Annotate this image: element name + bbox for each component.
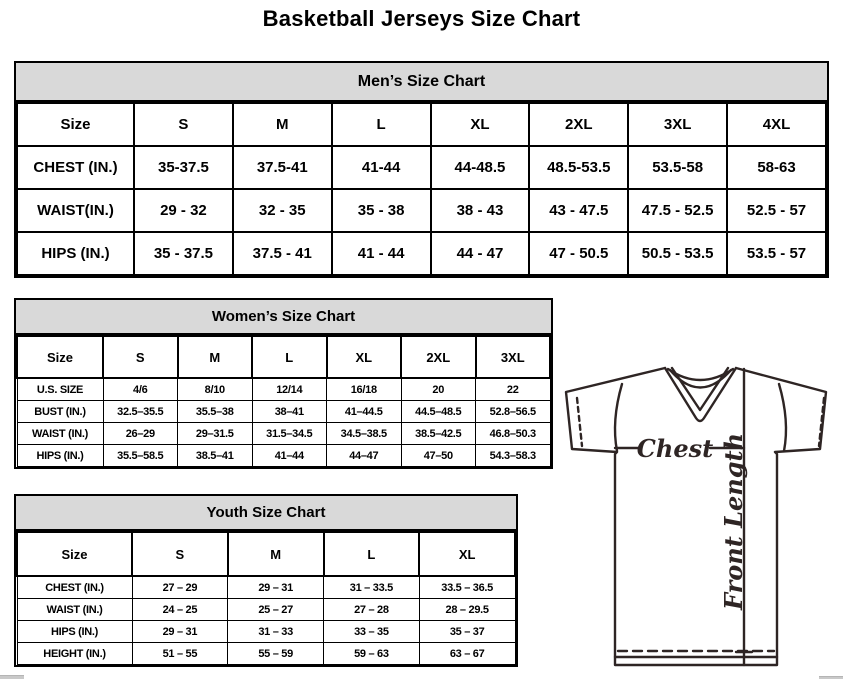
- size-value-cell: 38.5–42.5: [401, 423, 476, 445]
- column-header: XL: [431, 103, 530, 146]
- table-row: [17, 445, 550, 467]
- column-header: 4XL: [727, 103, 826, 146]
- youth-chart-title: Youth Size Chart: [16, 496, 516, 531]
- size-value-cell: 41–44.5: [327, 401, 402, 423]
- womens-size-table: [16, 335, 551, 467]
- size-value-cell: 31 – 33: [228, 621, 324, 643]
- mens-size-chart: [14, 61, 829, 278]
- size-value-cell: 27 – 28: [324, 599, 420, 621]
- table-row: [17, 599, 515, 621]
- size-value-cell: 29 - 32: [134, 189, 233, 232]
- size-value-cell: 37.5 - 41: [233, 232, 332, 275]
- size-value-cell: 22: [476, 378, 551, 401]
- size-value-cell: 44.5–48.5: [401, 401, 476, 423]
- header-row: [17, 336, 550, 378]
- horizontal-scrollbar-fragment-left[interactable]: [0, 675, 24, 679]
- row-label: BUST (IN.): [17, 401, 103, 423]
- header-row: [17, 103, 826, 146]
- column-header: L: [324, 532, 420, 576]
- size-value-cell: 29–31.5: [178, 423, 253, 445]
- table-row: [17, 423, 550, 445]
- column-header: L: [332, 103, 431, 146]
- size-value-cell: 53.5 - 57: [727, 232, 826, 275]
- size-column-header: Size: [17, 336, 103, 378]
- row-label: HIPS (IN.): [17, 232, 134, 275]
- size-value-cell: 32.5–35.5: [103, 401, 178, 423]
- column-header: M: [228, 532, 324, 576]
- jersey-armhole-right: [779, 384, 786, 451]
- jersey-outline: [566, 368, 826, 665]
- size-value-cell: 31.5–34.5: [252, 423, 327, 445]
- row-label: HIPS (IN.): [17, 445, 103, 467]
- column-header: S: [132, 532, 228, 576]
- size-value-cell: 20: [401, 378, 476, 401]
- size-value-cell: 47.5 - 52.5: [628, 189, 727, 232]
- jersey-armhole-left: [615, 384, 622, 451]
- size-column-header: Size: [17, 103, 134, 146]
- table-row: [17, 576, 515, 599]
- table-row: [17, 621, 515, 643]
- mens-size-table: [16, 102, 827, 276]
- column-header: S: [103, 336, 178, 378]
- size-value-cell: 41-44: [332, 146, 431, 189]
- size-value-cell: 48.5-53.5: [529, 146, 628, 189]
- page-title: Basketball Jerseys Size Chart: [262, 6, 581, 31]
- size-value-cell: 44 - 47: [431, 232, 530, 275]
- row-label: WAIST(IN.): [17, 189, 134, 232]
- size-value-cell: 47–50: [401, 445, 476, 467]
- size-value-cell: 55 – 59: [228, 643, 324, 665]
- size-value-cell: 28 – 29.5: [419, 599, 515, 621]
- size-value-cell: 33 – 35: [324, 621, 420, 643]
- youth-size-table: [16, 531, 516, 665]
- size-value-cell: 51 – 55: [132, 643, 228, 665]
- womens-chart-title: Women’s Size Chart: [16, 300, 551, 335]
- size-value-cell: 38 - 43: [431, 189, 530, 232]
- size-value-cell: 16/18: [327, 378, 402, 401]
- column-header: M: [233, 103, 332, 146]
- size-value-cell: 41 - 44: [332, 232, 431, 275]
- size-value-cell: 35 - 38: [332, 189, 431, 232]
- column-header: M: [178, 336, 253, 378]
- size-value-cell: 59 – 63: [324, 643, 420, 665]
- size-value-cell: 35.5–58.5: [103, 445, 178, 467]
- size-value-cell: 33.5 – 36.5: [419, 576, 515, 599]
- row-label: CHEST (IN.): [17, 146, 134, 189]
- size-value-cell: 35.5–38: [178, 401, 253, 423]
- size-value-cell: 32 - 35: [233, 189, 332, 232]
- size-value-cell: 41–44: [252, 445, 327, 467]
- size-value-cell: 34.5–38.5: [327, 423, 402, 445]
- column-header: L: [252, 336, 327, 378]
- row-label: HEIGHT (IN.): [17, 643, 132, 665]
- row-label: WAIST (IN.): [17, 423, 103, 445]
- front-length-label: Front Length: [719, 432, 748, 610]
- jersey-cuff-dash-left: [577, 398, 582, 446]
- size-value-cell: 25 – 27: [228, 599, 324, 621]
- column-header: XL: [419, 532, 515, 576]
- size-value-cell: 35-37.5: [134, 146, 233, 189]
- size-value-cell: 52.5 - 57: [727, 189, 826, 232]
- size-value-cell: 38–41: [252, 401, 327, 423]
- jersey-collar-inner: [672, 368, 728, 410]
- chest-label: Chest: [636, 434, 714, 463]
- size-value-cell: 50.5 - 53.5: [628, 232, 727, 275]
- table-row: [17, 378, 550, 401]
- size-value-cell: 8/10: [178, 378, 253, 401]
- size-value-cell: 12/14: [252, 378, 327, 401]
- table-row: [17, 146, 826, 189]
- row-label: U.S. SIZE: [17, 378, 103, 401]
- size-value-cell: 46.8–50.3: [476, 423, 551, 445]
- size-value-cell: 26–29: [103, 423, 178, 445]
- womens-size-chart: [14, 298, 553, 469]
- table-row: [17, 643, 515, 665]
- size-value-cell: 63 – 67: [419, 643, 515, 665]
- table-row: [17, 189, 826, 232]
- size-value-cell: 35 – 37: [419, 621, 515, 643]
- column-header: 3XL: [476, 336, 551, 378]
- size-value-cell: 38.5–41: [178, 445, 253, 467]
- table-row: [17, 232, 826, 275]
- mens-chart-title: Men’s Size Chart: [16, 63, 827, 102]
- column-header: S: [134, 103, 233, 146]
- size-value-cell: 4/6: [103, 378, 178, 401]
- row-label: WAIST (IN.): [17, 599, 132, 621]
- column-header: 3XL: [628, 103, 727, 146]
- size-value-cell: 58-63: [727, 146, 826, 189]
- size-value-cell: 35 - 37.5: [134, 232, 233, 275]
- size-value-cell: 54.3–58.3: [476, 445, 551, 467]
- jersey-collar-arc-deep: [670, 370, 731, 388]
- size-value-cell: 27 – 29: [132, 576, 228, 599]
- size-value-cell: 29 – 31: [132, 621, 228, 643]
- jersey-measurement-diagram: [558, 358, 843, 679]
- youth-size-chart: [14, 494, 518, 667]
- row-label: HIPS (IN.): [17, 621, 132, 643]
- header-row: [17, 532, 515, 576]
- size-value-cell: 29 – 31: [228, 576, 324, 599]
- size-value-cell: 44–47: [327, 445, 402, 467]
- column-header: 2XL: [529, 103, 628, 146]
- column-header: XL: [327, 336, 402, 378]
- size-value-cell: 52.8–56.5: [476, 401, 551, 423]
- size-value-cell: 44-48.5: [431, 146, 530, 189]
- size-value-cell: 37.5-41: [233, 146, 332, 189]
- table-row: [17, 401, 550, 423]
- column-header: 2XL: [401, 336, 476, 378]
- size-value-cell: 47 - 50.5: [529, 232, 628, 275]
- row-label: CHEST (IN.): [17, 576, 132, 599]
- size-value-cell: 43 - 47.5: [529, 189, 628, 232]
- size-column-header: Size: [17, 532, 132, 576]
- size-value-cell: 53.5-58: [628, 146, 727, 189]
- size-value-cell: 24 – 25: [132, 599, 228, 621]
- size-value-cell: 31 – 33.5: [324, 576, 420, 599]
